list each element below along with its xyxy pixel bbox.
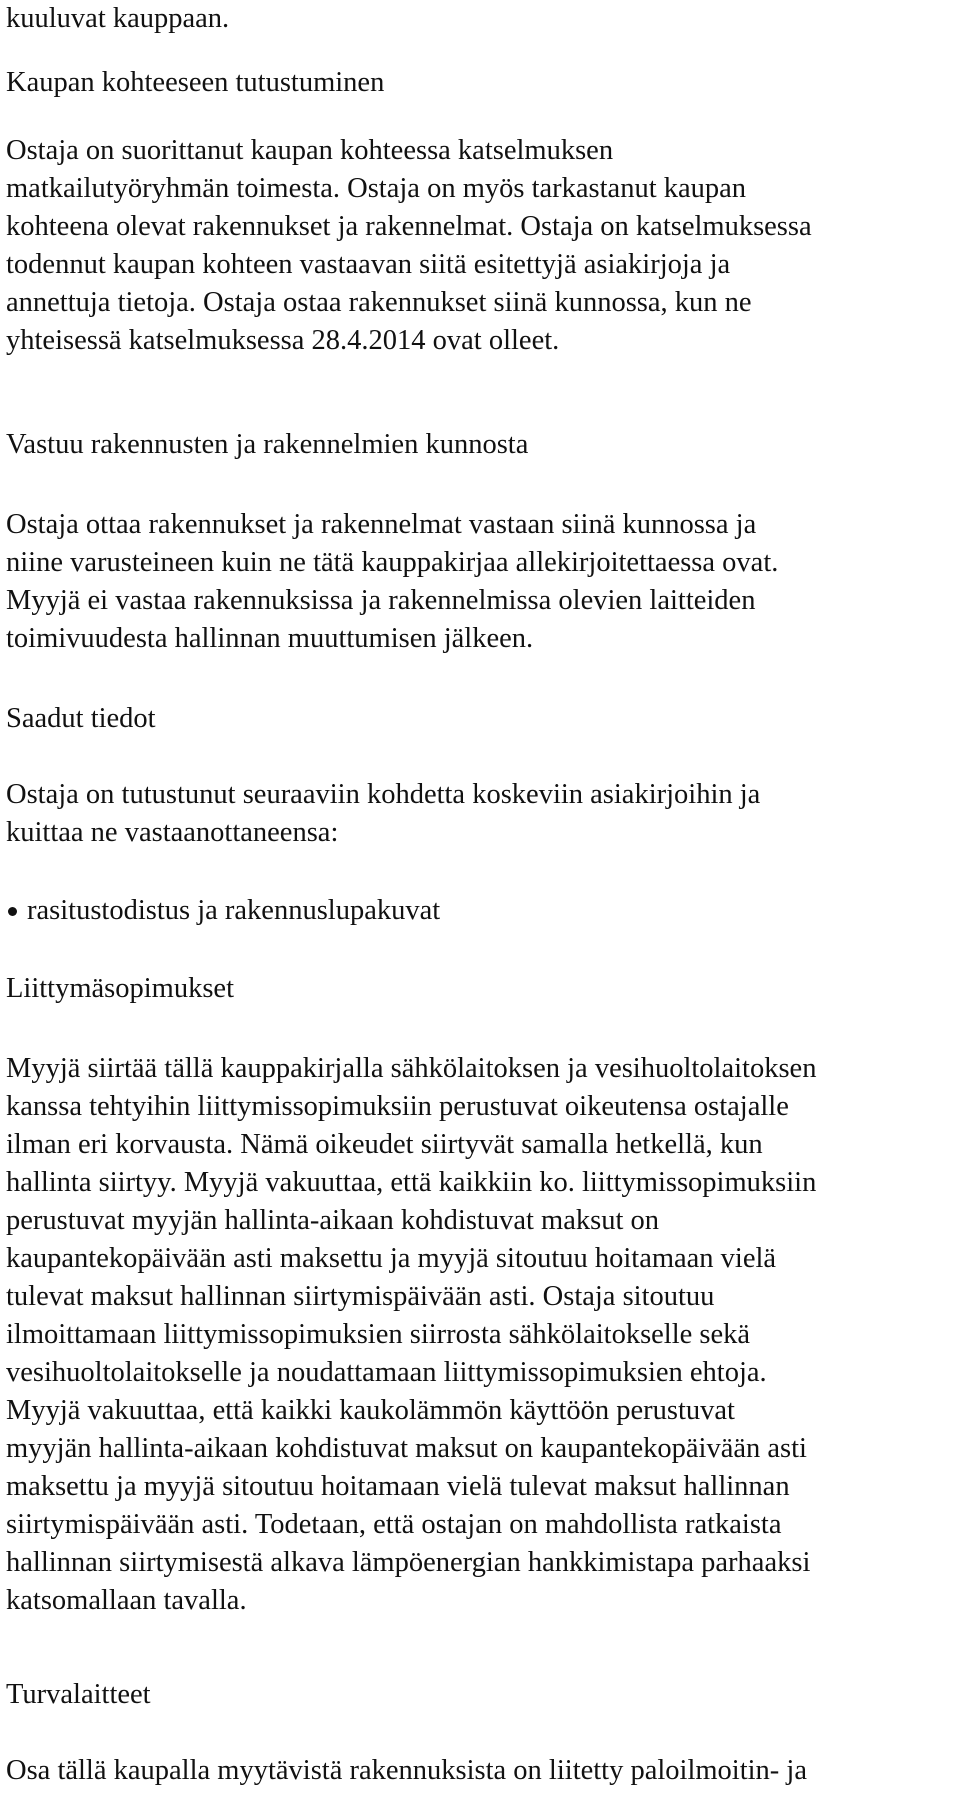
paragraph-line: perustuvat myyjän hallinta-aikaan kohdistuvat maksut on [6, 1205, 659, 1236]
paragraph-line: ilman eri korvausta. Nämä oikeudet siirtyvät samalla hetkellä, kun [6, 1129, 763, 1160]
paragraph-line: Myyjä siirtää tällä kauppakirjalla sähkölaitoksen ja vesihuoltolaitoksen [6, 1053, 817, 1084]
bullet-list [6, 892, 440, 930]
paragraph-line: kuuluvat kauppaan. [6, 3, 230, 34]
paragraph-line: todennut kaupan kohteen vastaavan siitä esitettyjä asiakirjoja ja [6, 249, 731, 280]
paragraph-line: kuittaa ne vastaanottaneensa: [6, 817, 339, 848]
paragraph-liittyma [6, 1050, 816, 1620]
paragraph-line: yhteisessä katselmuksessa 28.4.2014 ovat olleet. [6, 325, 560, 356]
paragraph-line: tulevat maksut hallinnan siirtymispäivään asti. Ostaja sitoutuu [6, 1281, 715, 1312]
paragraph-line: annettuja tietoja. Ostaja ostaa rakennukset siinä kunnossa, kun ne [6, 287, 752, 318]
paragraph-line: myyjän hallinta-aikaan kohdistuvat maksut on kaupantekopäivään asti [6, 1433, 807, 1464]
paragraph-line: niine varusteineen kuin ne tätä kauppakirjaa allekirjoitettaessa ovat. [6, 547, 779, 578]
paragraph-line: Ostaja on tutustunut seuraaviin kohdetta koskeviin asiakirjoihin ja [6, 779, 761, 810]
paragraph-tiedot [6, 776, 760, 852]
paragraph-turva [6, 1752, 807, 1790]
section-heading: Liittymäsopimukset [6, 973, 234, 1004]
section-heading: Turvalaitteet [6, 1679, 151, 1710]
paragraph-line: matkailutyöryhmän toimesta. Ostaja on myös tarkastanut kaupan [6, 173, 747, 204]
paragraph-line: kohteena olevat rakennukset ja rakennelmat. Ostaja on katselmuksessa [6, 211, 812, 242]
section-liittyma [6, 970, 234, 1008]
section-heading: Saadut tiedot [6, 703, 156, 734]
section-vastuu [6, 426, 528, 464]
paragraph-line: hallinnan siirtymisestä alkava lämpöenergian hankkimistapa parhaaksi [6, 1547, 811, 1578]
paragraph-line: Osa tällä kaupalla myytävistä rakennuksista on liitetty paloilmoitin- ja [6, 1755, 807, 1786]
paragraph-vastuu [6, 506, 778, 658]
paragraph-line: Myyjä ei vastaa rakennuksissa ja rakennelmissa olevien laitteiden [6, 585, 756, 616]
paragraph-line: Ostaja ottaa rakennukset ja rakennelmat vastaan siinä kunnossa ja [6, 509, 757, 540]
paragraph-line: Myyjä vakuuttaa, että kaikki kaukolämmön käyttöön perustuvat [6, 1395, 735, 1426]
section-kohde [6, 64, 384, 102]
list-item-text: rasitustodistus ja rakennuslupakuvat [27, 895, 441, 926]
paragraph-line: maksettu ja myyjä sitoutuu hoitamaan vielä tulevat maksut hallinnan [6, 1471, 790, 1502]
paragraph-line: siirtymispäivään asti. Todetaan, että ostajan on mahdollista ratkaista [6, 1509, 782, 1540]
paragraph-line: Ostaja on suorittanut kaupan kohteessa katselmuksen [6, 135, 614, 166]
section-tiedot [6, 700, 156, 738]
paragraph-line: katsomallaan tavalla. [6, 1585, 247, 1616]
section-intro [6, 0, 229, 38]
bullet-icon [8, 907, 17, 916]
paragraph-line: toimivuudesta hallinnan muuttumisen jälkeen. [6, 623, 534, 654]
list-item [6, 892, 440, 930]
paragraph-line: ilmoittamaan liittymissopimuksien siirrosta sähkölaitokselle sekä [6, 1319, 751, 1350]
paragraph-kohde [6, 132, 812, 360]
paragraph-line: kaupantekopäivään asti maksettu ja myyjä sitoutuu hoitamaan vielä [6, 1243, 777, 1274]
section-heading: Vastuu rakennusten ja rakennelmien kunnosta [6, 429, 529, 460]
section-turva [6, 1676, 151, 1714]
paragraph-line: vesihuoltolaitokselle ja noudattamaan liittymissopimuksien ehtoja. [6, 1357, 767, 1388]
paragraph-line: kanssa tehtyihin liittymissopimuksiin perustuvat oikeutensa ostajalle [6, 1091, 789, 1122]
paragraph-line: hallinta siirtyy. Myyjä vakuuttaa, että kaikkiin ko. liittymissopimuksiin [6, 1167, 817, 1198]
section-heading: Kaupan kohteeseen tutustuminen [6, 67, 385, 98]
